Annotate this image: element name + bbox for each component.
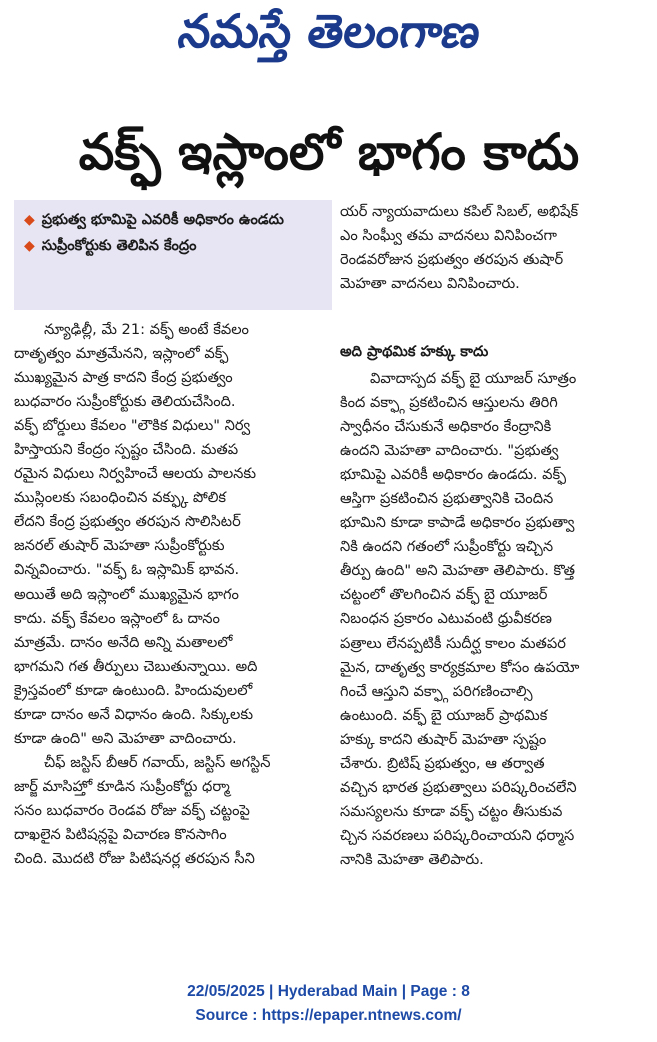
text-line: చ్చిన సవరణలు పరిష్కరించాయని ధర్మాస [340, 826, 575, 844]
text-line: ఉంటుంది. వక్ఫ్ బై యూజర్ ప్రాథమిక [340, 706, 548, 724]
source-link[interactable]: Source : https://epaper.ntnews.com/ [195, 1007, 462, 1024]
text-line: భూమిని కూడా కాపాడే అధికారం ప్రభుత్వా [340, 514, 575, 532]
text-line: కూడా ఉంది" అని మెహతా వాదించారు. [14, 729, 237, 747]
text-line: హిస్తాయని కేంద్రం స్పష్టం చేసింది. మతప [14, 441, 239, 459]
bullet-icon: ◆ [24, 212, 35, 228]
newspaper-masthead [0, 6, 657, 68]
highlight-text: సుప్రీంకోర్టుకు తెలిపిన కేంద్రం [41, 238, 197, 254]
text-line: అయితే అది ఇస్లాంలో ముఖ్యమైన భాగం [14, 585, 239, 603]
text-line: స్వాధీనం చేసుకునే అధికారం కేంద్రానికి [340, 418, 552, 436]
text-line: జనరల్ తుషార్ మెహతా సుప్రీంకోర్టుకు [14, 537, 225, 555]
text-line: మెహతా వాదనలు వినిపించారు. [340, 275, 520, 293]
text-line: మాత్రమే. దానం అనేది అన్ని మతాలలో [14, 633, 233, 651]
text-line: యర్ న్యాయవాదులు కపిల్ సిబల్, అభిషేక్ [340, 203, 579, 220]
text-line: భాగమని గత తీర్పులు చెబుతున్నాయి. అది [14, 657, 258, 675]
text-line: జార్జ్ మాసిహ్తో కూడిన సుప్రీంకోర్టు ధర్మా [14, 777, 230, 795]
highlights-box [14, 200, 332, 310]
text-line: ముఖ్యమైన పాత్ర కాదని కేంద్ర ప్రభుత్వం [14, 369, 233, 387]
text-line: ఆస్తిగా ప్రకటించిన ప్రభుత్వానికి చెందిన [340, 490, 554, 508]
text-line: దాతృత్వం మాత్రమేనని, ఇస్లాంలో వక్ఫ్ [14, 345, 229, 363]
text-line: బుధవారం సుప్రీంకోర్టుకు తెలియచేసింది. [14, 393, 236, 411]
text-line: లేదని కేంద్ర ప్రభుత్వం తరపున సొలిసిటర్ [14, 513, 241, 531]
text-line: రమైన విధులు నిర్వహించే ఆలయ పాలనకు [14, 465, 257, 483]
text-line: పత్రాలు లేనప్పటికీ సుదీర్ఘ కాలం మతపర [340, 634, 566, 652]
text-line: వక్ఫ్ బోర్డులు కేవలం "లౌకిక విధులు" నిర్వ [14, 417, 251, 435]
masthead-title: నమస్తే తెలంగాణ [174, 4, 484, 58]
text-line: రెండవరోజున ప్రభుత్వం తరపున తుషార్ [340, 251, 564, 269]
right-column [340, 367, 645, 872]
edition-info: 22/05/2025 | Hyderabad Main | Page : 8 [187, 983, 470, 1000]
highlight-item [24, 234, 322, 258]
text-line: విన్నవించారు. "వక్ఫ్ ఓ ఇస్లామిక్ భావన. [14, 561, 240, 579]
text-line: సనం బుధవారం రెండవ రోజు వక్ఫ్ చట్టంపై [14, 801, 250, 819]
text-line: చేశారు. బ్రిటిష్ ప్రభుత్వం, ఆ తర్వాత [340, 754, 545, 772]
text-line: చీఫ్ జస్టిస్ బీఆర్ గవాయ్, జస్టిస్ అగస్టిన్ [44, 753, 271, 771]
left-column [14, 318, 330, 871]
highlight-text: ప్రభుత్వ భూమిపై ఎవరికీ అధికారం ఉండదు [41, 212, 284, 228]
text-line: సమస్యలను కూడా వక్ఫ్ చట్టం తీసుకువ [340, 802, 563, 820]
text-line: ఎం సింఘ్వీ తమ వాదనలు వినిపించగా [340, 227, 557, 245]
section-subhead: అది ప్రాథమిక హక్కు కాదు [340, 343, 489, 360]
text-line: దాఖలైన పిటిషన్లపై విచారణ కొనసాగిం [14, 825, 227, 843]
bullet-icon: ◆ [24, 238, 35, 254]
text-line: చింది. మొదటి రోజు పిటిషనర్ల తరపున సీని [14, 850, 255, 868]
text-line: గించే ఆస్తుని వక్ఫ్గా పరిగణించాల్సి [340, 682, 533, 700]
text-line: న్యూఢిల్లీ, మే 21: వక్ఫ్ అంటే కేవలం [44, 321, 249, 338]
right-column-continuation [340, 200, 645, 296]
text-line: నానికి మెహతా తెలిపారు. [340, 850, 484, 868]
text-line: వివాదాస్పద వక్ఫ్ బై యూజర్ సూత్రం [370, 370, 577, 387]
text-line: నికి ఉందని గతంలో సుప్రీంకోర్టు ఇచ్చిన [340, 538, 554, 556]
text-line: తీర్పు ఉంది" అని మెహతా తెలిపారు. కొత్త [340, 562, 575, 580]
highlight-item [24, 208, 322, 232]
text-line: కాదు. వక్ఫ్ కేవలం ఇస్లాంలో ఓ దానం [14, 609, 220, 627]
text-line: నిబంధన ప్రకారం ఎటువంటి ధ్రువీకరణ [340, 610, 552, 628]
text-line: మైన, దాతృత్వ కార్యక్రమాల కోసం ఉపయో [340, 658, 580, 676]
text-line: చట్టంలో తొలగించిన వక్ఫ్ బై యూజర్ [340, 586, 548, 604]
text-line: క్రైస్తవంలో కూడా ఉంటుంది. హిందువులలో [14, 681, 253, 699]
text-line: ముస్లింలకు సబంధించిన వక్ఫ్కు పోలిక [14, 489, 227, 507]
article-headline: వక్ఫ్ ఇస్లాంలో భాగం కాదు [78, 123, 580, 181]
text-line: కూడా దానం అనే విధానం ఉంది. సిక్కులకు [14, 705, 254, 723]
text-line: వచ్చిన భారత ప్రభుత్వాలు పరిష్కరించలేని [340, 778, 577, 796]
text-line: భూమిపై ఎవరికీ అధికారం ఉండదు. వక్ఫ్ [340, 466, 567, 484]
text-line: కింద వక్ఫ్గా ప్రకటించిన ఆస్తులను తిరిగి [340, 394, 558, 412]
page-footer [0, 980, 657, 1028]
text-line: ఉందని మెహతా వాదించారు. "ప్రభుత్వ [340, 442, 559, 460]
text-line: హక్కు కాదని తుషార్ మెహతా స్పష్టం [340, 730, 547, 748]
